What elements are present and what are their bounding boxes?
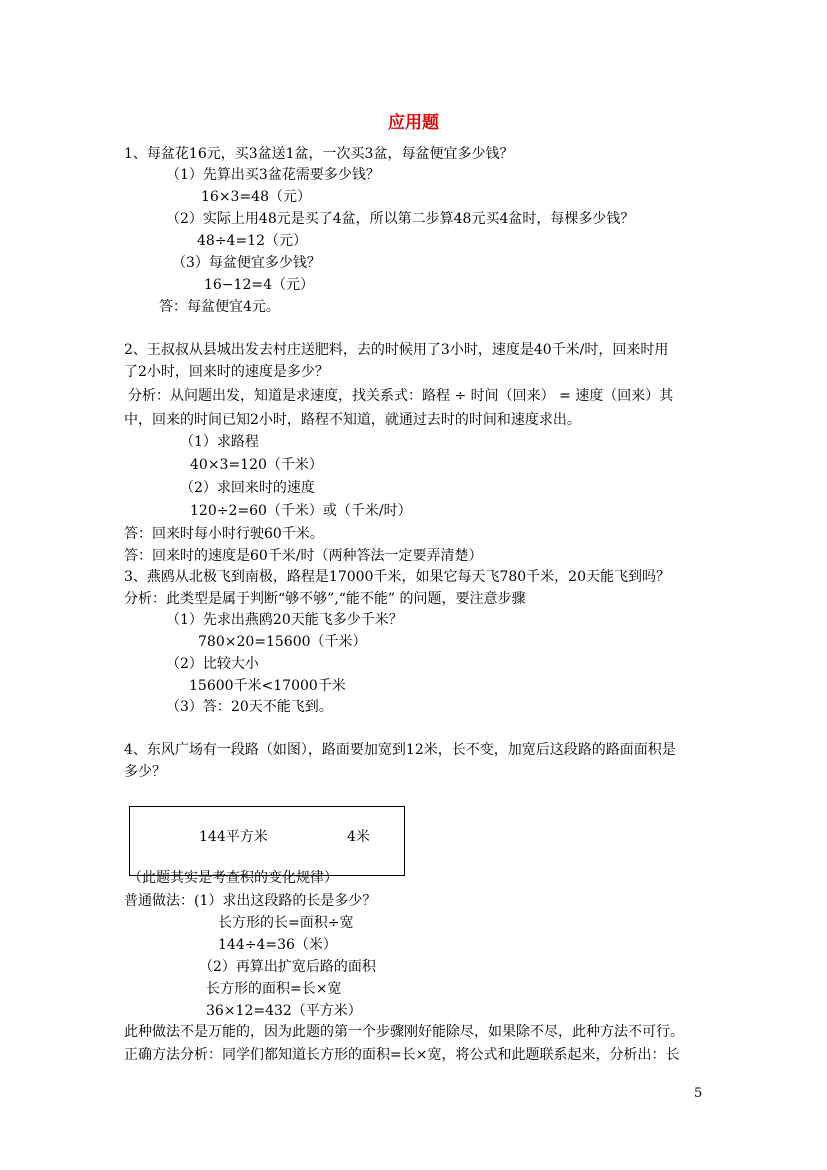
text-line: 120÷2=60（千米）或（千米/时） (190, 503, 412, 519)
text-line: 36×12=432（平方米） (206, 1003, 362, 1019)
page-number: 5 (694, 1086, 703, 1101)
text-line: 答：每盆便宜4元。 (159, 299, 280, 315)
page-title: 应用题 (388, 113, 439, 133)
text-line: 144÷4=36（米） (218, 937, 337, 953)
text-line: 长方形的面积=长×宽 (206, 981, 342, 997)
text-line: 答：回来时的速度是60千米/时（两种答法一定要弄清楚） (124, 548, 483, 564)
text-line: （2）比较大小 (166, 656, 259, 672)
text-line: 分析：从问题出发，知道是求速度，找关系式：路程 ÷ 时间（回来） = 速度（回来）其 (128, 388, 674, 404)
text-line: （3）每盆便宜多少钱？ (172, 255, 321, 271)
text-line: 48÷4=12（元） (197, 233, 307, 249)
text-line: （1）求路程 (180, 434, 259, 450)
text-line: 多少？ (124, 764, 166, 780)
text-line: （2）再算出扩宽后路的面积 (199, 959, 376, 975)
text-line: 1、每盆花16元，买3盆送1盆，一次买3盆，每盆便宜多少钱？ (124, 146, 514, 162)
text-line: （1）先算出买3盆花需要多少钱？ (166, 167, 380, 183)
text-line: 3、燕鸥从北极飞到南极，路程是17000千米，如果它每天飞780千米，20天能飞到吗？ (124, 569, 670, 585)
text-line: 4、东风广场有一段路（如图），路面要加宽到12米，长不变，加宽后这段路的路面面积是 (124, 742, 676, 758)
text-line: 中，回来的时间已知2小时，路程不知道，就通过去时的时间和速度求出。 (124, 412, 581, 428)
text-line: 正确方法分析：同学们都知道长方形的面积=长×宽，将公式和此题联系起来，分析出：长 (124, 1047, 680, 1063)
text-line: 2、王叔叔从县城出发去村庄送肥料，去的时候用了3小时，速度是40千米/时，回来时用 (124, 342, 669, 358)
road-area-label: 144平方米 (199, 829, 268, 845)
text-line: 16×3=48（元） (201, 189, 311, 205)
road-width-label: 4米 (347, 829, 370, 845)
text-line: （1）先求出燕鸥20天能飞多少千米？ (166, 612, 403, 628)
text-line: （2）实际上用48元是买了4盆，所以第二步算48元买4盆时，每棵多少钱？ (166, 211, 635, 227)
text-line: 此种做法不是万能的，因为此题的第一个步骤刚好能除尽，如果除不尽，此种方法不可行。 (124, 1024, 684, 1040)
text-line: 普通做法：(1）求出这段路的长是多少？ (124, 893, 377, 909)
text-line: 15600千米<17000千米 (189, 678, 346, 694)
text-line: 了2小时，回来时的速度是多少？ (124, 364, 329, 380)
text-line: 780×20=15600（千米） (198, 634, 367, 650)
text-line: 16−12=4（元） (204, 277, 314, 293)
text-line: （2）求回来时的速度 (180, 480, 315, 496)
text-line: 分析：此类型是属于判断“够不够”,“能不能” 的问题，要注意步骤 (124, 591, 526, 607)
text-line: 答：回来时每小时行驶60千米。 (124, 526, 324, 542)
text-line: 长方形的长=面积÷宽 (218, 915, 354, 931)
text-line: （此题其实是考查积的变化规律） (128, 870, 338, 886)
text-line: 40×3=120（千米） (190, 457, 323, 473)
text-line: （3）答：20天不能飞到。 (166, 699, 333, 715)
